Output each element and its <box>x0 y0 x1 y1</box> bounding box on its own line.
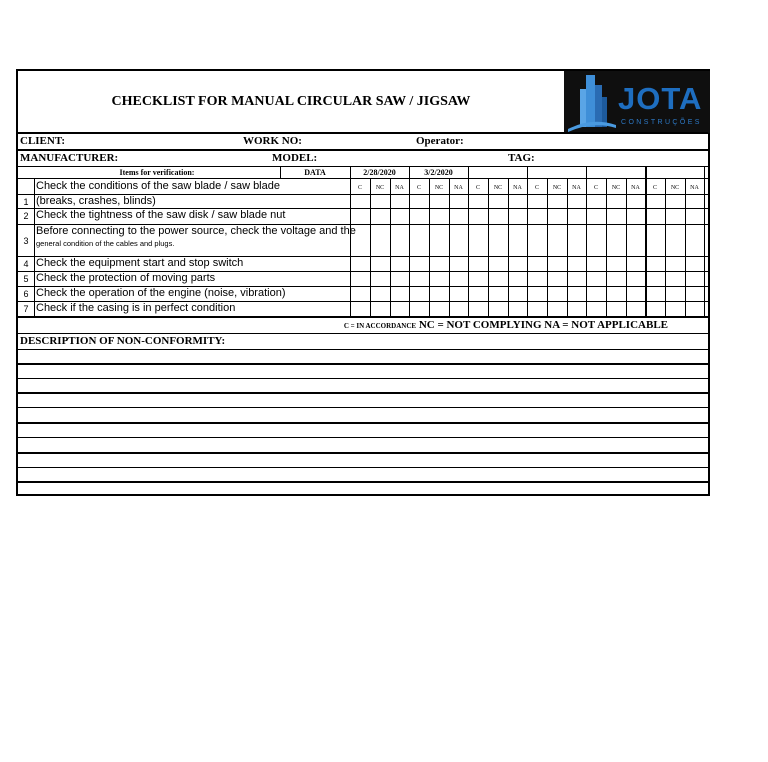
rule <box>18 452 708 454</box>
status-column-c: C <box>593 185 598 191</box>
status-column-nc: NC <box>670 185 680 191</box>
legend-rest: NC = NOT COMPLYING NA = NOT APPLICABLE <box>418 319 668 331</box>
item-number: 1 <box>23 197 29 207</box>
item-4-text: Check the equipment start and stop switch <box>36 257 244 269</box>
rule <box>18 481 708 483</box>
status-column-na: NA <box>572 185 581 191</box>
item-number: 4 <box>23 259 29 269</box>
grid-line <box>606 179 607 317</box>
tag-label: TAG: <box>508 152 535 164</box>
item-number: 2 <box>23 211 29 221</box>
grid-line <box>390 179 391 317</box>
grid-line <box>508 179 509 317</box>
status-column-nc: NC <box>493 185 503 191</box>
legend <box>344 318 668 333</box>
item-number: 6 <box>23 289 29 299</box>
grid-line <box>488 179 489 317</box>
item-1-text-2: (breaks, crashes, blinds) <box>36 195 156 207</box>
grid-line <box>704 167 705 317</box>
date-header: 2/28/2020 <box>363 168 396 177</box>
rule <box>18 333 708 334</box>
item-2-text: Check the tightness of the saw disk / saw blade nut <box>36 209 286 221</box>
status-column-na: NA <box>690 185 699 191</box>
status-column-nc: NC <box>611 185 621 191</box>
item-number: 3 <box>23 236 29 246</box>
grid-line <box>626 179 627 317</box>
legend-c: C = IN ACCORDANCE <box>343 322 417 330</box>
rule <box>18 437 708 438</box>
item-1-text: Check the conditions of the saw blade / saw blade <box>36 180 280 192</box>
status-column-c: C <box>534 185 539 191</box>
rule <box>18 132 708 134</box>
rule <box>18 378 708 379</box>
client-label: CLIENT: <box>20 135 66 147</box>
operator-label: Operator: <box>416 135 464 147</box>
rule <box>18 349 708 350</box>
rule <box>18 392 708 394</box>
date-header: 3/2/2020 <box>424 168 453 177</box>
status-column-nc: NC <box>552 185 562 191</box>
items-header: Items for verification: <box>119 168 195 177</box>
logo-wordmark: JOTA <box>618 81 703 116</box>
status-column-c: C <box>416 185 421 191</box>
nonconformity-label: DESCRIPTION OF NON-CONFORMITY: <box>20 335 226 347</box>
grid-line <box>370 179 371 317</box>
rule <box>18 422 708 424</box>
company-logo <box>564 71 710 133</box>
status-column-c: C <box>652 185 657 191</box>
checklist-sheet <box>16 69 710 496</box>
item-7-text: Check if the casing is in perfect condition <box>36 302 236 314</box>
item-5-text: Check the protection of moving parts <box>36 272 216 284</box>
status-column-na: NA <box>513 185 522 191</box>
item-6-text: Check the operation of the engine (noise, vibration) <box>36 287 286 299</box>
rule <box>18 407 708 408</box>
status-column-nc: NC <box>434 185 444 191</box>
item-3-text: Before connecting to the power source, check the voltage and the <box>36 225 356 237</box>
item-3-subtext: general condition of the cables and plugs. <box>36 239 175 248</box>
model-label: MODEL: <box>272 152 318 164</box>
status-column-na: NA <box>631 185 640 191</box>
data-header: DATA <box>304 168 326 177</box>
grid-line <box>449 179 450 317</box>
rule <box>18 149 708 151</box>
manufacturer-label: MANUFACTURER: <box>20 152 119 164</box>
item-number: 5 <box>23 274 29 284</box>
grid-line <box>665 179 666 317</box>
status-column-c: C <box>357 185 362 191</box>
grid-line <box>547 179 548 317</box>
page-title: CHECKLIST FOR MANUAL CIRCULAR SAW / JIGSAW <box>111 94 471 109</box>
logo-subtitle: CONSTRUÇÕES <box>621 119 702 126</box>
status-column-c: C <box>475 185 480 191</box>
item-number: 7 <box>23 304 29 314</box>
status-column-nc: NC <box>375 185 385 191</box>
grid-line <box>429 179 430 317</box>
status-column-na: NA <box>454 185 463 191</box>
grid-line <box>567 179 568 317</box>
rule <box>18 467 708 468</box>
status-column-na: NA <box>395 185 404 191</box>
work-no-label: WORK NO: <box>243 135 302 147</box>
grid-line <box>685 179 686 317</box>
rule <box>18 363 708 365</box>
building-icon <box>566 71 618 133</box>
